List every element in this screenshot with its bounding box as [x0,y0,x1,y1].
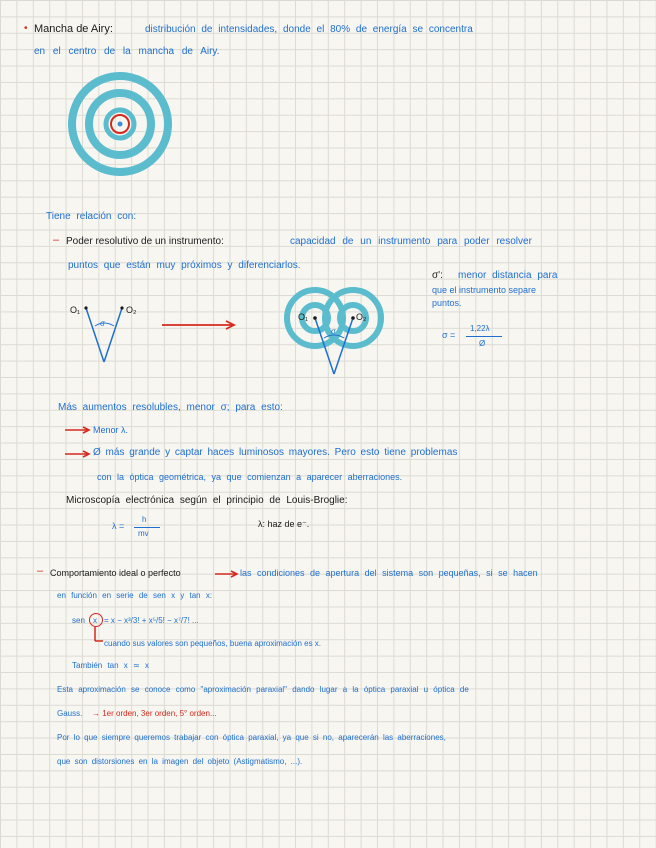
sigma-formula-lhs: σ = [442,330,456,340]
o1-disk-label: O₁ [298,312,309,322]
poder-resolutivo-def-line1: capacidad de un instrumento para poder resolver [290,236,532,247]
sigma-formula-numerator: 1,22λ [470,324,490,333]
ideal-def-line1: las condiciones de apertura del sistema son pequeñas, si se hacen [240,568,538,578]
aumentos-item2-line2: con la óptica geométrica, ya que comienzan a aparecer aberraciones. [97,472,403,482]
series-x: x [93,616,97,625]
series-lhs: sen [72,616,85,625]
paraxial-line1: Esta aproximación se conoce como "aproximación paraxial" dando lugar a la óptica paraxial u óptica de [57,685,469,694]
poder-resolutivo-def-line2: puntos que están muy próximos y diferenciarlos. [68,260,301,271]
sigma-note-line2: que el instrumento separe [432,285,537,295]
lambda-numerator: h [142,515,147,524]
relation-heading: Tiene relación con: [46,211,137,222]
sigma-note-symbol: σ': [432,270,443,281]
sigma-disk-label: σ [331,327,336,336]
dash-marker: – [53,234,60,246]
series-rhs: = x − x³/3! + x⁵/5! − x⁷/7! ... [104,616,199,625]
arrow-item2-icon [64,449,92,459]
microscopia-line: Microscopía electrónica según el principio de Louis-Broglie: [66,495,348,506]
airy-definition-line2: en el centro de la mancha de Airy. [34,46,220,57]
sigma-note-line3: puntos. [432,298,462,308]
ideal-arrow-icon [214,569,240,579]
aumentos-item1: Menor λ. [93,425,129,435]
poder-resolutivo-term: Poder resolutivo de un instrumento: [66,236,224,247]
ideal-term: Comportamiento ideal o perfecto [50,568,181,578]
airy-disk-diagram [68,72,174,178]
lambda-denominator: mv [138,529,149,538]
paraxial-line4: que son distorsiones en la imagen del objeto (Astigmatismo, ...). [57,757,303,766]
lambda-note: λ: haz de e⁻. [258,519,310,529]
aumentos-item2-line1: Ø más grande y captar haces luminosos mayores. Pero esto tiene problemas [93,447,458,458]
sigma-label: σ [100,319,105,328]
ideal-dash: – [37,565,44,577]
bullet: • [24,23,28,34]
paraxial-line2-orders: → 1er orden, 3er orden, 5° orden... [92,709,217,718]
lambda-lhs: λ = [112,521,125,531]
paraxial-line3: Por lo que siempre queremos trabajar con óptica paraxial, ya que si no, aparecerán las aberraciones, [57,733,446,742]
airy-definition-line1: distribución de intensidades, donde el 80% de energía se concentra [145,24,473,35]
o1-label: O₁ [70,305,81,315]
arrow-item1-icon [64,425,92,435]
right-arrow-icon [160,318,240,330]
airy-term: Mancha de Airy: [34,23,113,35]
o2-label: O₂ [126,305,137,315]
o2-disk-label: O₂ [356,312,367,322]
fraction-bar [466,336,502,337]
aumentos-line: Más aumentos resolubles, menor σ; para esto: [58,402,283,413]
tambien-line: También tan x ≃ x [72,661,149,670]
ideal-def-line2: en función en serie de sen x y tan x: [57,591,213,600]
series-note: cuando sus valores son pequeños, buena aproximación es x. [104,639,322,648]
sigma-formula-denominator: Ø [479,339,486,348]
lambda-fraction-bar [134,527,160,528]
sigma-note-line1: menor distancia para [458,270,558,281]
paraxial-line2-gauss: Gauss. [57,709,83,718]
